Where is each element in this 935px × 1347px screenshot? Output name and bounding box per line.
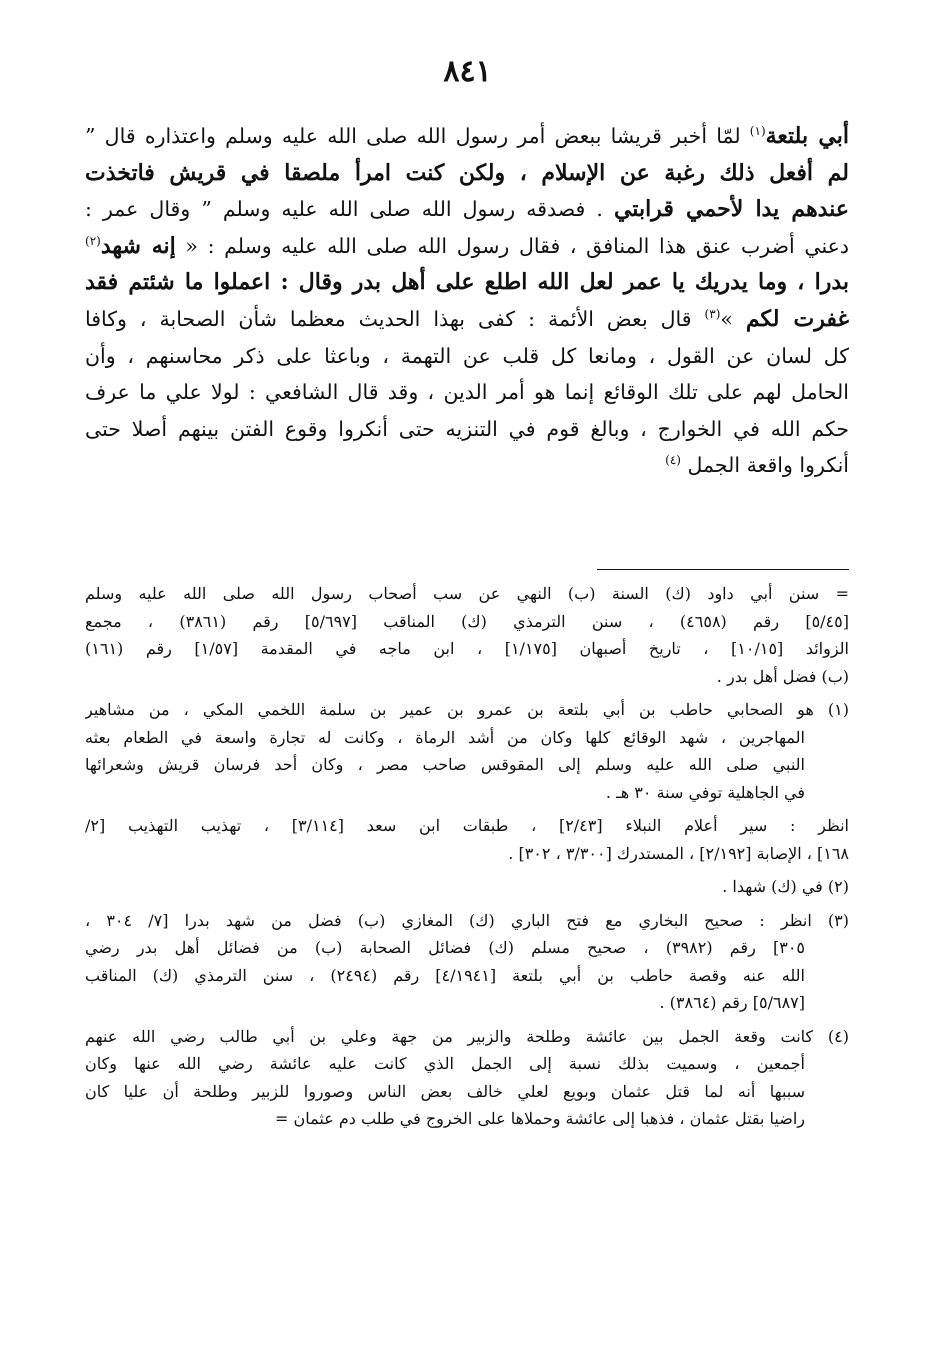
footnote-line: (ب) فضل أهل بدر . — [716, 666, 849, 686]
main-text-line — [85, 338, 849, 375]
footnote-marker: (٤) — [665, 453, 681, 468]
footnote-line: (٤) كانت وقعة الجمل بين عائشة وطلحة والزبير من جهة وعلي بن أبي طالب رضي الله عنهم — [85, 1026, 849, 1046]
footnote-item — [85, 1023, 849, 1133]
footnote-line: = سنن أبي داود (ك) السنة (ب) النهي عن سب أصحاب رسول الله صلى الله عليه وسلم — [85, 584, 849, 603]
body-text: » — [720, 306, 746, 331]
body-text: كل لسان عن القول ، ومانعا كل قلب عن التهمة ، وباعثا على ذكر محاسنهم ، وأن — [85, 343, 849, 368]
footnote-item — [85, 873, 849, 901]
footnote-line: ١٦٨] ، الإصابة [٢/١٩٢] ، المستدرك [٣/٣٠٠ ، ٣٠٢] . — [508, 843, 849, 863]
footnote-marker: (٣) — [704, 307, 721, 322]
footnote-item — [85, 812, 849, 867]
footnote-line: سببها أنه لما قتل عثمان وبويع لعلي خالف بعض الناس وصوروا للزبير وطلحة أن عليا كان — [85, 1081, 806, 1101]
footnote-item — [85, 907, 849, 1017]
footnote-item — [85, 696, 849, 806]
body-text: قال بعض الأئمة : كفى بهذا الحديث معظما شأن الصحابة ، وكافا — [85, 306, 705, 331]
hadith-quote-text: لم أفعل ذلك رغبة عن الإسلام ، ولكن كنت امرأ ملصقا في قريش فاتخذت — [85, 159, 849, 186]
body-text: الحامل لهم على تلك الوقائع إنما هو أمر الدين ، وقد قال الشافعي : لولا علي ما عرف — [85, 380, 849, 405]
footnote-line: المهاجرين ، شهد الوقائع كلها وكان من أشد الرماة ، وكانت له تجارة واسعة في الطعام بعثه — [85, 727, 805, 747]
hadith-quote-text: عندهم يدا لأحمي قرابتي — [613, 196, 849, 223]
footnote-line: انظر : سير أعلام النبلاء [٢/٤٣] ، طبقات ابن سعد [٣/١١٤] ، تهذيب التهذيب [٢/ — [85, 816, 849, 835]
hadith-quote-text: بدرا ، وما يدريك يا عمر لعل الله اطلع على أهل بدر وقال : اعملوا ما شئتم فقد — [85, 269, 849, 296]
footnote-line: (٣) انظر : صحيح البخاري مع فتح الباري (ك) المغازي (ب) فضل من شهد بدرا [٧/ ٣٠٤ ، — [85, 910, 849, 930]
main-text-line — [85, 228, 849, 265]
footnote-line: [٥/٦٨٧] رقم (٣٨٦٤) . — [659, 993, 805, 1012]
footnote-line: الزوائد [١٠/١٥] ، تاريخ أصبهان [١/١٧٥] ، ابن ماجه في المقدمة [١/٥٧] رقم (١٦١) — [85, 639, 849, 658]
main-text-line — [85, 411, 849, 448]
main-text-line — [85, 447, 849, 484]
footnote-line: راضيا بقتل عثمان ، فذهبا إلى عائشة وحملاها على الخروج في طلب دم عثمان = — [275, 1109, 805, 1128]
footnote-line: النبي صلى الله عليه وسلم إلى المقوقس صاحب مصر ، وكان أحد فرسان قريش وشعرائها — [85, 755, 805, 774]
footnote-line: [٥/٤٥] رقم (٤٦٥٨) ، سنن الترمذي (ك) المناقب [٥/٦٩٧] رقم (٣٨٦١) ، مجمع — [85, 611, 849, 631]
body-text: حكم الله في الخوارج ، وبالغ قوم في التنزيه حتى أنكروا وقوع الفتن بينهم أصلا حتى — [85, 416, 849, 441]
footnote-divider — [597, 569, 849, 570]
footnote-line: الله عنه وقصة حاطب بن أبي بلتعة [٤/١٩٤١] رقم (٢٤٩٤) ، سنن الترمذي (ك) المناقب — [85, 965, 805, 985]
footnote-marker: (١) — [749, 124, 766, 139]
footnote-marker: (٢) — [85, 233, 101, 248]
body-text: لمّا أخبر قريشا ببعض أمر رسول الله صلى الله عليه وسلم واعتذاره قال ” — [85, 124, 750, 148]
footnote-line: أجمعين ، وسميت بذلك نسبة إلى الجمل الذي كانت عليه عائشة رضي الله عنها وكان — [85, 1054, 805, 1073]
body-text: أنكروا واقعة الجمل — [680, 453, 849, 478]
footnote-line: (١) هو الصحابي حاطب بن أبي بلتعة بن عمرو بن عمير بن سلمة اللخمي المكي ، من مشاهير — [85, 700, 849, 719]
main-text-line — [85, 301, 849, 338]
hadith-quote-text: أبي بلتعة — [765, 123, 849, 149]
footnote-line: (٢) في (ك) شهدا . — [722, 877, 849, 896]
main-text-line — [85, 374, 849, 411]
page-number: ٨٤١ — [443, 54, 492, 89]
main-text-line — [85, 264, 849, 301]
main-text-line — [85, 118, 849, 155]
main-text-line — [85, 155, 849, 192]
footnote-line: في الجاهلية توفي سنة ٣٠ هـ . — [605, 782, 805, 802]
footnotes-section — [85, 580, 849, 1139]
body-text: . فصدقه رسول الله صلى الله عليه وسلم ” وقال عمر : — [85, 197, 614, 222]
main-text-line — [85, 191, 849, 228]
hadith-quote-text: إنه شهد — [100, 232, 176, 259]
hadith-quote-text: غفرت لكم — [745, 305, 849, 332]
footnote-item — [85, 580, 849, 690]
main-text-body — [85, 118, 849, 484]
footnote-line: ٣٠٥] رقم (٣٩٨٢) ، صحيح مسلم (ك) فضائل الصحابة (ب) من فضائل أهل بدر رضي — [85, 938, 806, 957]
body-text: دعني أضرب عنق هذا المنافق ، فقال رسول الله صلى الله عليه وسلم : « — [175, 233, 849, 258]
